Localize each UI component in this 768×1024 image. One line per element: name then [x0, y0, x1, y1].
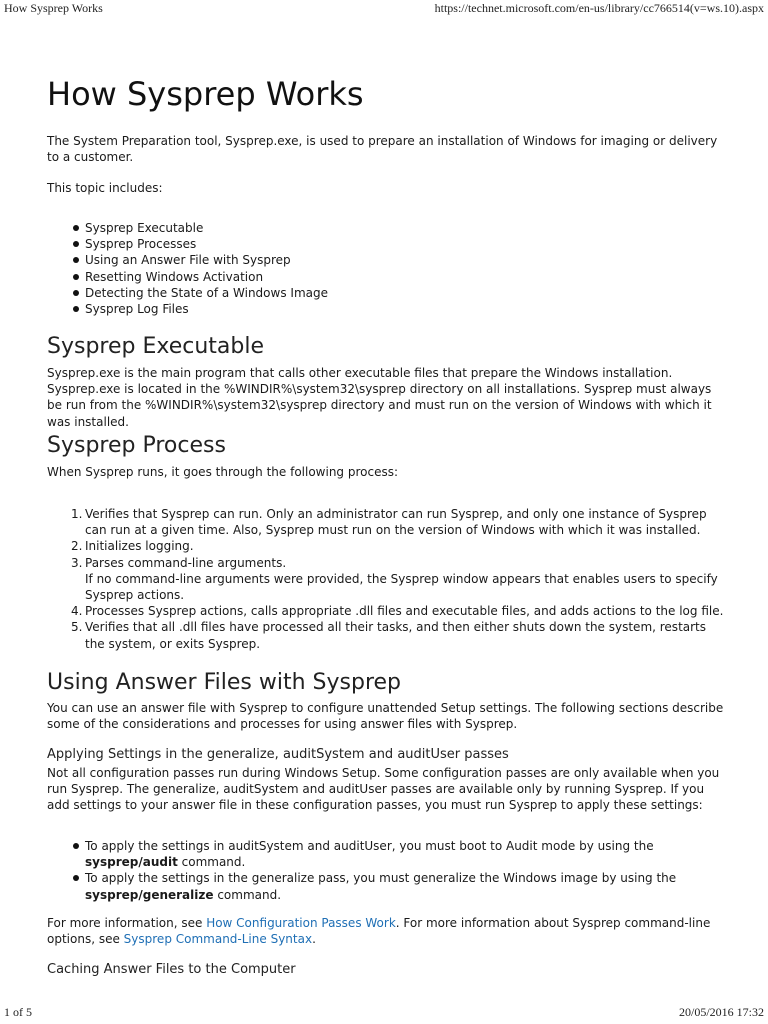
step-number: 2. [71, 539, 83, 554]
step-number: 5. [71, 620, 83, 635]
answer-files-intro: You can use an answer file with Sysprep to configure unattended Setup settings. The following sections describe some of the considerations and processes for using answer files with Sysprep. [47, 701, 724, 732]
list-item [47, 252, 728, 268]
list-item [47, 220, 728, 236]
passes-list [47, 838, 728, 903]
link-command-line-syntax[interactable]: Sysprep Command-Line Syntax [123, 932, 313, 947]
intro-paragraph: The System Preparation tool, Sysprep.exe, is used to prepare an installation of Windows for imaging or delivery to a customer. [47, 134, 718, 165]
topic-item-label: Resetting Windows Activation [85, 269, 264, 284]
more-info-text: For more information, see [47, 916, 207, 930]
topic-item-label: Detecting the State of a Windows Image [85, 285, 328, 300]
list-item [47, 619, 728, 651]
print-header-url: https://technet.microsoft.com/en-us/library/cc766514(v=ws.10).aspx [434, 1, 764, 15]
topic-item-label: Using an Answer File with Sysprep [85, 253, 291, 268]
bullet-text: command. [177, 855, 246, 870]
bullet-text: To apply the settings in auditSystem and auditUser, you must boot to Audit mode by using the [85, 839, 654, 853]
process-intro: When Sysprep runs, it goes through the following process: [47, 465, 399, 479]
executable-paragraph: Sysprep.exe is the main program that calls other executable files that prepare the Windows installation. Sysprep.exe is located in the %WINDIR%\system32\sysprep directory on all installations. Sysprep must always be run from the %WINDIR%\system32\sysprep directory and must run on the version of Windows with which it was installed. [47, 366, 712, 429]
link-configuration-passes[interactable]: How Configuration Passes Work [206, 916, 396, 930]
page-number: 1 of 5 [4, 1005, 32, 1019]
list-item [47, 506, 728, 538]
list-item [47, 301, 728, 317]
more-info-paragraph [47, 915, 728, 947]
list-item [47, 269, 728, 285]
more-info-text: . For more information about Sysprep command-line options, see [47, 916, 711, 947]
step-text: Verifies that Sysprep can run. Only an administrator can run Sysprep, and only one instance of Sysprep can run at a given time. Also, Sysprep must run on the version of Windows with which it was installed. [85, 507, 707, 538]
bullet-text: To apply the settings in the generalize pass, you must generalize the Windows image by using the [85, 871, 677, 886]
list-item [47, 838, 728, 870]
step-number: 1. [71, 507, 83, 521]
list-item [47, 236, 728, 252]
print-header-title: How Sysprep Works [4, 1, 103, 15]
section-heading-process: Sysprep Process [47, 433, 226, 458]
list-item [47, 285, 728, 301]
print-header [0, 1, 768, 16]
step-text: Parses command-line arguments. [85, 555, 287, 570]
subheading-passes: Applying Settings in the generalize, auditSystem and auditUser passes [47, 747, 509, 762]
command-sysprep-audit: sysprep/audit [85, 855, 178, 870]
step-number: 3. [71, 555, 83, 570]
section-heading-answer-files: Using Answer Files with Sysprep [47, 670, 402, 695]
more-info-text: . [312, 932, 316, 947]
page-title: How Sysprep Works [47, 75, 364, 113]
step-text: Processes Sysprep actions, calls appropriate .dll files and executable files, and adds actions to the log file. [85, 604, 724, 619]
topic-item-label: Sysprep Processes [85, 237, 197, 252]
section-heading-executable: Sysprep Executable [47, 334, 265, 359]
step-text: Verifies that all .dll files have processed all their tasks, and then either shuts down the system, restarts the system, or exits Sysprep. [85, 620, 707, 651]
passes-paragraph: Not all configuration passes run during Windows Setup. Some configuration passes are only available when you run Sysprep. The generalize, auditSystem and auditUser passes are available only by running Sysprep. If you add settings to your answer file in these configuration passes, you must run Sysprep to apply these settings: [47, 766, 720, 813]
print-footer [0, 1005, 768, 1020]
process-steps [47, 506, 728, 652]
bullet-text: command. [213, 887, 282, 902]
list-item [47, 870, 728, 902]
subheading-caching: Caching Answer Files to the Computer [47, 962, 296, 977]
command-sysprep-generalize: sysprep/generalize [85, 887, 214, 902]
topic-label: This topic includes: [47, 181, 163, 195]
list-item [47, 555, 728, 604]
step-text: Initializes logging. [85, 539, 194, 554]
step-note: If no command-line arguments were provided, the Sysprep window appears that enables users to specify Sysprep actions. [85, 571, 718, 603]
print-datetime: 20/05/2016 17:32 [678, 1005, 764, 1019]
topic-item-label: Sysprep Log Files [85, 302, 189, 317]
topic-list [47, 220, 728, 317]
list-item [47, 603, 728, 619]
list-item [47, 538, 728, 554]
topic-item-label: Sysprep Executable [85, 221, 204, 235]
step-number: 4. [71, 604, 83, 619]
